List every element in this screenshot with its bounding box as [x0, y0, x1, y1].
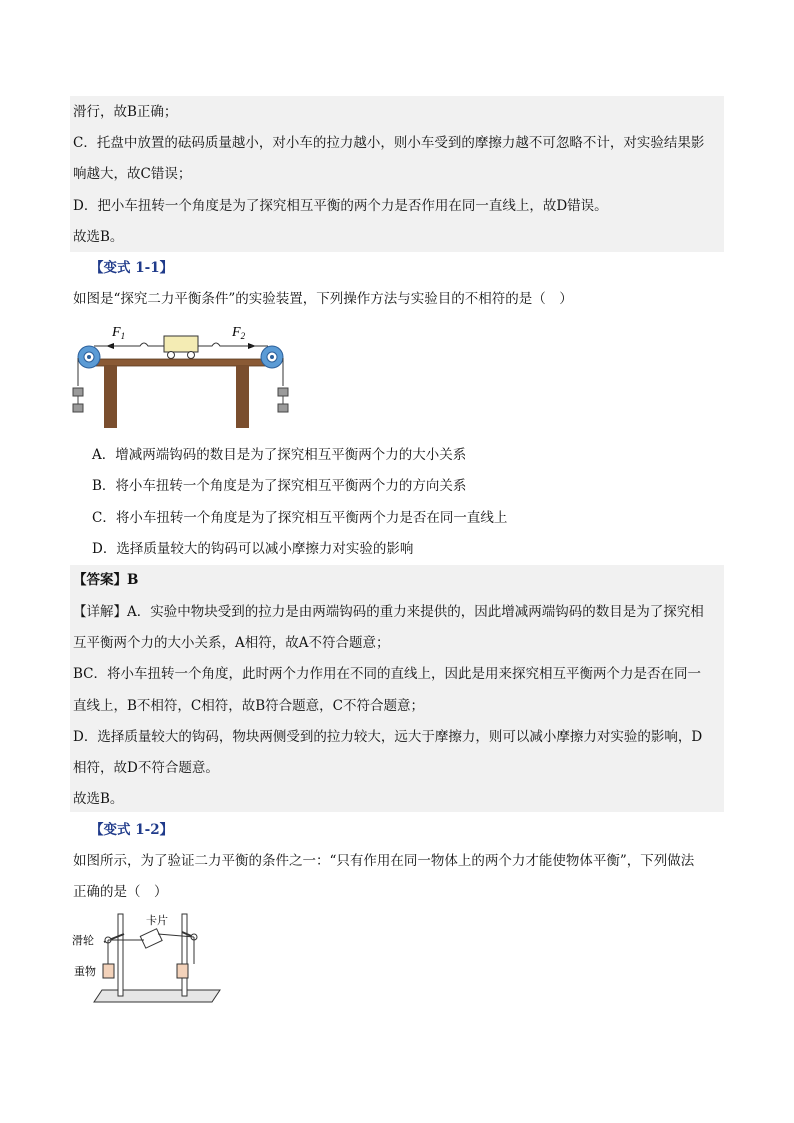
detail-line-1: 【详解】A．实验中物块受到的拉力是由两端钩码的重力来提供的，因此增减两端钩码的数目是为了探究相 — [73, 604, 704, 620]
pulley-label: 滑轮 — [72, 934, 94, 947]
cart-pulley-figure — [72, 318, 290, 433]
detail-line-3: BC．将小车扭转一个角度，此时两个力作用在不同的直线上，因此是用来探究相互平衡两个力是否在同一 — [73, 666, 701, 682]
prev-line-1: 滑行，故B正确； — [73, 104, 178, 120]
cart — [164, 336, 198, 352]
detail-line-5: D．选择质量较大的钩码，物块两侧受到的拉力较大，远大于摩擦力，则可以减小摩擦力对实验的影响，D — [73, 729, 703, 745]
detail-line-6: 相符，故D不符合题意。 — [73, 760, 219, 776]
prev-line-2: C．托盘中放置的砝码质量越小，对小车的拉力越小，则小车受到的摩擦力越不可忽略不计，对实验结果影 — [73, 135, 705, 151]
prev-line-5: 故选B。 — [73, 229, 124, 245]
left-weights — [73, 388, 83, 412]
variant-2-title: 【变式 1-2】 — [90, 822, 174, 838]
table-top — [92, 359, 272, 366]
detail-line-4: 直线上，B不相符，C相符，故B符合题意，C不符合题意； — [73, 698, 424, 714]
prev-line-4: D．把小车扭转一个角度是为了探究相互平衡的两个力是否作用在同一直线上，故D错误。 — [73, 198, 608, 214]
option-b: B．将小车扭转一个角度是为了探究相互平衡两个力的方向关系 — [92, 478, 467, 494]
prev-line-3: 响越大，故C错误； — [73, 166, 192, 182]
detail-line-2: 互平衡两个力的大小关系，A相符，故A不符合题意； — [73, 635, 390, 651]
option-d: D．选择质量较大的钩码可以减小摩擦力对实验的影响 — [92, 541, 414, 557]
left-weight — [103, 964, 114, 978]
detail-line-7: 故选B。 — [73, 791, 124, 807]
option-c: C．将小车扭转一个角度是为了探究相互平衡两个力是否在同一直线上 — [92, 510, 508, 526]
answer-line: 【答案】B — [73, 572, 139, 588]
right-pulley — [261, 346, 283, 368]
right-weights — [278, 388, 288, 412]
weight-label: 重物 — [74, 965, 96, 978]
variant-1-question: 如图是“探究二力平衡条件”的实验装置，下列操作方法与实验目的不相符的是（ ） — [73, 291, 573, 307]
option-a: A．增减两端钩码的数目是为了探究相互平衡两个力的大小关系 — [92, 447, 467, 463]
f2-label: $F_2$ — [232, 325, 246, 341]
base-board — [94, 990, 220, 1002]
left-pulley — [78, 346, 100, 368]
card — [140, 929, 162, 948]
card-experiment-figure — [72, 910, 222, 1010]
variant-2-question-2: 正确的是（ ） — [73, 884, 168, 900]
f1-label: $F_1$ — [112, 325, 126, 341]
variant-2-question-1: 如图所示，为了验证二力平衡的条件之一：“只有作用在同一物体上的两个力才能使物体平衡”，下列做法 — [73, 853, 695, 869]
variant-1-title: 【变式 1-1】 — [90, 260, 174, 276]
card-label: 卡片 — [146, 914, 168, 927]
right-weight — [177, 964, 188, 978]
